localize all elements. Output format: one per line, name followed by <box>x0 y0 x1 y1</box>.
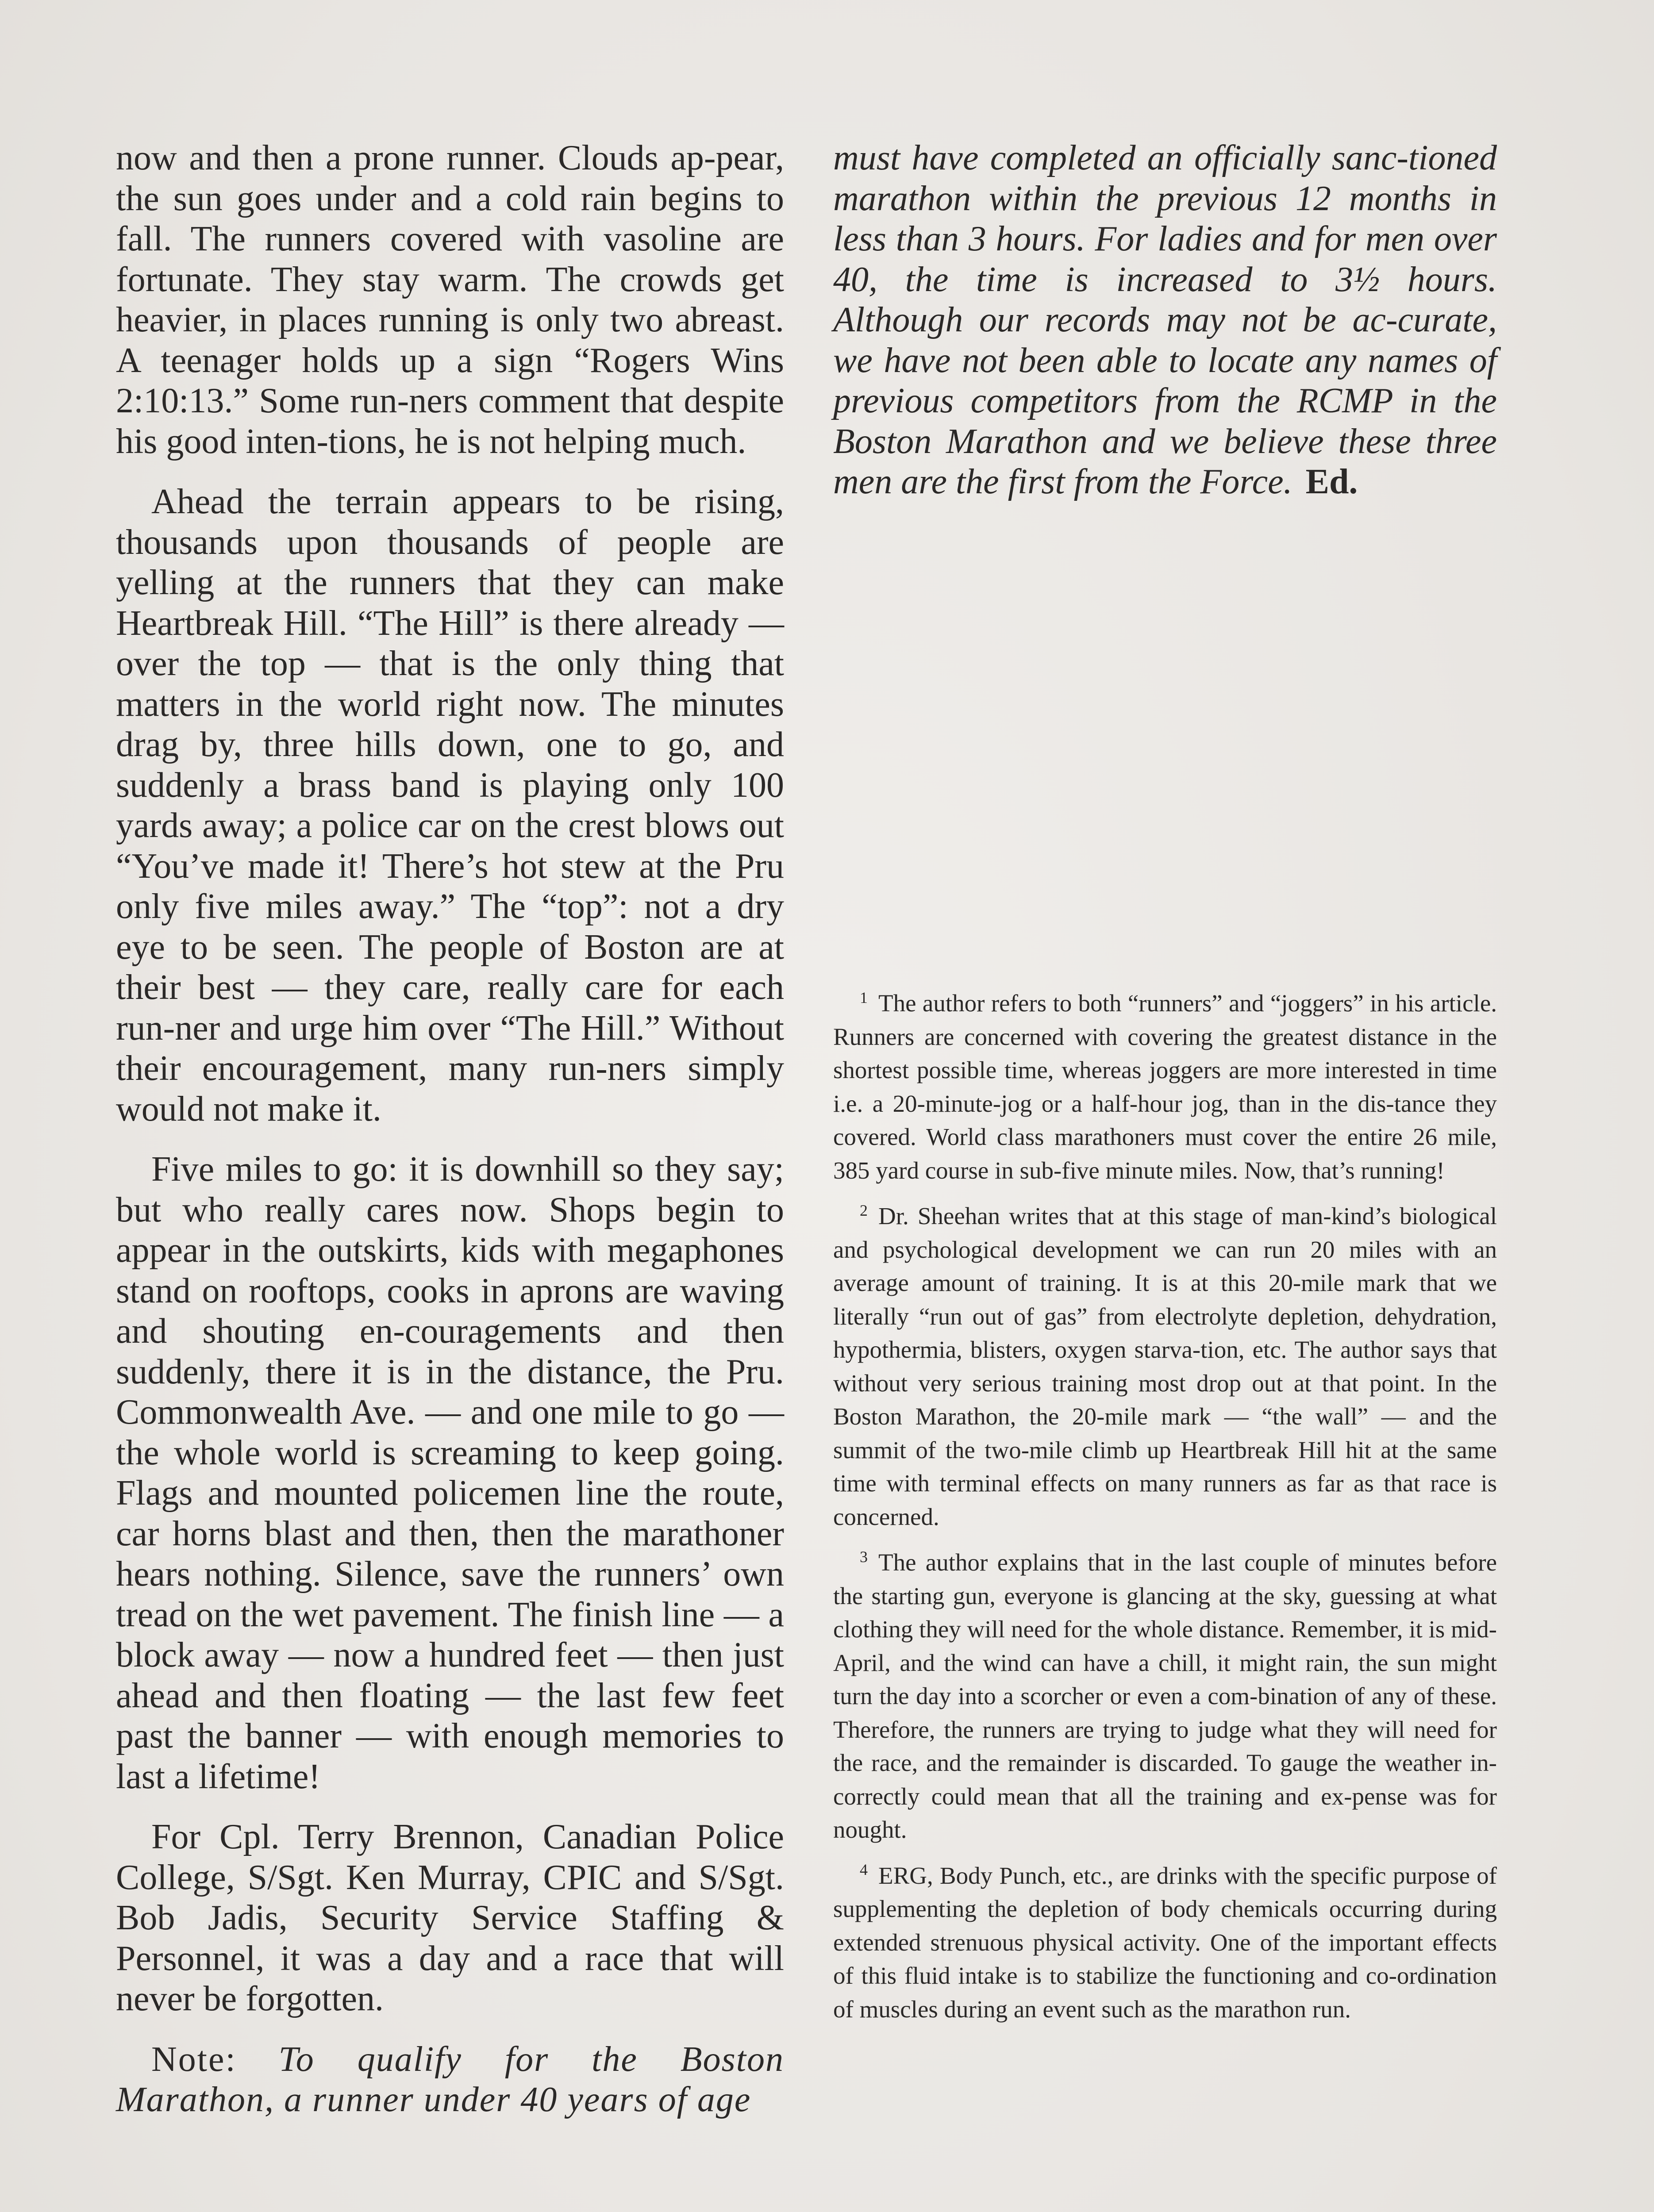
footnote-text: The author explains that in the last couple of minutes before the starting gun, everyone is glancing at the sky, guessing at what clothing they will need for the whole distance. Remember, it is mid-April, and the wind can have a chill, it might rain, the sun might turn the day into a scorcher or even a com-bination of any of these. Therefore, the runners are trying to judge what they will need for the race, and the remainder is discarded. To gauge the weather in-correctly could mean that all the training and ex-pense was for nought. <box>833 1549 1497 1843</box>
footnote-text: The author refers to both “runners” and “joggers” in his article. Runners are concerned with covering the greatest distance in the shortest possible time, whereas joggers are more interested in time i.e. a 20-minute-jog or a half-hour jog, than in the dis-tance they covered. World class marathoners must cover the entire 26 mile, 385 yard course in sub-five minute miles. Now, that’s running! <box>833 990 1497 1184</box>
note-continuation <box>833 138 1497 503</box>
footnote-3 <box>833 1546 1497 1847</box>
footnote-1 <box>833 987 1497 1187</box>
article-paragraph-1: now and then a prone runner. Clouds ap-pear, the sun goes under and a cold rain begins to fall. The runners covered with vasoline are fortunate. They stay warm. The crowds get heavier, in places running is only two abreast. A teenager holds up a sign “Rogers Wins 2:10:13.” Some run-ners comment that despite his good inten-tions, he is not helping much. <box>116 138 784 461</box>
footnote-2 <box>833 1199 1497 1533</box>
note-text-start: To qualify for the Boston Marathon, a runner under 40 years of age <box>116 2039 784 2119</box>
footnote-4 <box>833 1859 1497 2026</box>
qualification-note <box>116 2039 784 2120</box>
article-paragraph-2: Ahead the terrain appears to be rising, thousands upon thousands of people are yelling at the runners that they can make Heartbreak Hill. “The Hill” is there already — over the top — that is the only thing that matters in the world right now. The minutes drag by, three hills down, one to go, and suddenly a brass band is playing only 100 yards away; a police car on the crest blows out “You’ve made it! There’s hot stew at the Pru only five miles away.” The “top”: not a dry eye to be seen. The people of Boston are at their best — they care, really care for each run-ner and urge him over “The Hill.” Without their encouragement, many run-ners simply would not make it. <box>116 482 784 1129</box>
footnote-text: ERG, Body Punch, etc., are drinks with the specific purpose of supplementing the depletion of body chemicals occurring during extended strenuous physical activity. One of the important effects of this fluid intake is to stabilize the functioning and co-ordination of muscles during an event such as the marathon run. <box>833 1862 1497 2023</box>
left-column <box>116 138 784 2140</box>
note-label: Note: <box>151 2039 237 2079</box>
article-paragraph-4: For Cpl. Terry Brennon, Canadian Police College, S/Sgt. Ken Murray, CPIC and S/Sgt. Bob Jadis, Security Service Staffing & Personnel, it was a day and a race that will never be forgotten. <box>116 1817 784 2018</box>
note-continuation-block <box>833 138 1497 503</box>
footnote-marker: 4 <box>860 1861 868 1879</box>
footnote-marker: 2 <box>860 1201 868 1219</box>
footnotes-block <box>833 987 1497 2038</box>
article-paragraph-3: Five miles to go: it is downhill so they say; but who really cares now. Shops begin to appear in the outskirts, kids with megaphones stand on rooftops, cooks in aprons are waving and shouting en-couragements and then suddenly, there it is in the distance, the Pru. Commonwealth Ave. — and one mile to go — the whole world is screaming to keep going. Flags and mounted policemen line the route, car horns blast and then, then the marathoner hears nothing. Silence, save the runners’ own tread on the wet pavement. The finish line — a block away — now a hundred feet — then just ahead and then floating — the last few feet past the banner — with enough memories to last a lifetime! <box>116 1150 784 1796</box>
footnote-marker: 1 <box>860 988 868 1006</box>
editor-mark: Ed. <box>1305 462 1358 501</box>
note-continuation-text: must have completed an officially sanc-tioned marathon within the previous 12 months in less than 3 hours. For ladies and for men over 40, the time is increased to 3½ hours. Although our records may not be ac-curate, we have not been able to locate any names of previous competitors from the RCMP in the Boston Marathon and we believe these three men are the first from the Force. <box>833 138 1497 501</box>
footnote-text: Dr. Sheehan writes that at this stage of man-kind’s biological and psychological development we can run 20 miles with an average amount of training. It is at this 20-mile mark that we literally “run out of gas” from electrolyte depletion, dehydration, hypothermia, blisters, oxygen starva-tion, etc. The author says that without very serious training most drop out at that point. In the Boston Marathon, the 20-mile mark — “the wall” — and the summit of the two-mile climb up Heartbreak Hill hit at the same time with terminal effects on many runners as far as that race is concerned. <box>833 1202 1497 1530</box>
footnote-marker: 3 <box>860 1548 868 1566</box>
